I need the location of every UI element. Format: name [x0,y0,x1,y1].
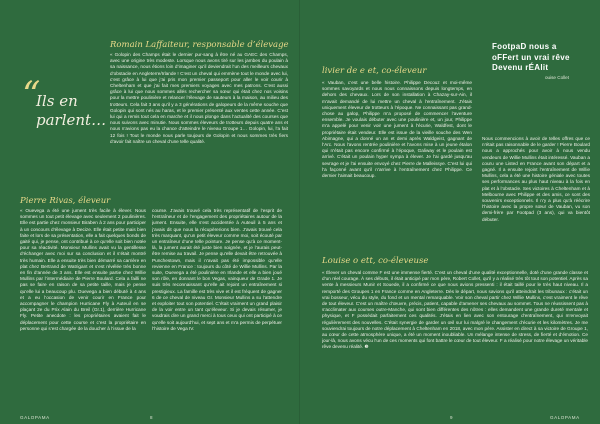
section-title: Ils en parlent… [36,92,107,129]
profile1-heading: Romain Laffaiteur, responsable d’élevage [110,40,289,50]
title-line-3: Devenu rÉAlit [492,63,549,72]
profile3-text-col2: Nous commencions à avoir de telles offres que ce n’était pas raisonnable de le garder ! Pierre Boulard nous a approchés pour avoir à nous vendu vendeurs de Willie Mullins était intéressé. Vauban a couru une Listed en France avant son départ et a gagné. Il a ensuite rejoint l’entraînement de Willie Mullins, cela a été une histoire géniale avec toutes ses performances au plus haut niveau à la fois en plat et à l’obstacle. Ses victoires à Cheltenham et à Melbourne avec Philippe et des amis, ce sont des souvenirs exceptionnels. Il n’y a plus qu’à réécrire l’histoire avec la propre sœur de Vauban, vu son demi-frère par Footpad (3 ans), qui va bientôt débuter. [482,136,590,222]
profile3-heading: livier de e et, co-éleveur [322,66,427,76]
title-line-2: oFFert un vrai rêve [492,52,570,62]
page-number: 9 [450,415,453,420]
profile2-heading: Pierre Rivas, éleveur [20,196,111,206]
profile2-text-col2: course. J’avais trouvé cela très représentatif de l’esprit de l’entraîneur et de l’engagement des propriétaires autour de la jument. Ensuite, elle s’est accidentée à Auteuil à 5 ans et j’avais dit que nous la récupèrerions bien. J’avais trouvé cela très marquant, qu’un petit éleveur comme moi, soit écouté par un entraîneur d’une telle pointure. Je pense qu’à ce moment-là, la jument aurait été juste bien soignée, et je l’aurais peut-être remise au travail. Je pense qu’elle devait être retrouvée à Punchestown, mais il n’avait pas été impossible qu’elle revienne en France : toujours du côté de Willie Mullins. Par la suite, Ouevega a été poulinière en Irlande et elle a bien joué son rôle, en donnant le bon Vegas, vainqueur de Grade 1. Je suis très reconnaissant qu’elle ait rejoint un entraînement si prestigieux. La famille est très vive et il est fréquent de gagner 6 de ce cheval de niveau Gr. Monsieur Mullins a su l’attendre et exploiter tout son potentiel. C’était vraiment un grand plaisir de la voir entre un tant qu’éleveur. Si je devais résumer, je voudrais dire un grand merci à tous ceux qui ont participé à ce qu’elle soit aujourd’hui, et sept ans et m’a permis de perpétuer l’histoire de Vega IV. [152,208,282,331]
page-number: 8 [150,415,153,420]
footer-brand: GALOPAMA [550,415,580,420]
quote-mark: “ [22,75,41,116]
profile4-text: « Élever un cheval comme F est une immense fierté. C’est un cheval d’une qualité exceptionnelle, doté d’une grande classe et d’un réel courage. À ses débuts, il était anticipé par mon père, Robert Collet, qu’il y a réalisé très tôt tout son potentiel. Après sa vente à messieurs Munir et Souede, il a confirmé ce que nous avions pressenti : il était taillé pour le très haut niveau. Il a remporté des Groupes 1 en France comme en Angleterre. Dès le départ, nous savions qu’il atteindrait les tribunaux : c’était un vrai bosseur, vécu du style, du fond et un mental remarquable. Voir son cheval partir chez Willie Mullins, c’est vraiment le rêve de tout éleveur. C’est un maître d’œuvre, précis, patient, capable d’amener ses chevaux au sommet. Tous ne réussissent pas à s’acclimater aux courses outre-Manche, qui sont bien différentes des nôtres : elles demandent une grande dureté mentale et physique, et F possédait parfaitement ces qualités. J’étais en lien avec son entourage d’entraînement, qui m’envoyait régulièrement des nouvelles. C’était synergie de garder un œil sur lui malgré le changement d’écurie et les kilomètres. Je me souviendrai toujours de notre déplacement à Cheltenham en 2018, avec mon père. Assister en direct à sa victoire de Groupe 1, au cœur de cette atmosphère unique, a été un moment inoubliable. Un mélange intense de stress, de fierté et d’émotion. Ce jour-là, nous avons vécu l’un de ces moments qui font battre le cœur de tout éleveur. F a réalisé pour notre élevage un véritable rêve devenu réalité. ❸ [322,270,588,350]
profile2-text-col1: « Ouevega a été une jument très facile à élever. Nous sommes un tout petit élevage avec seulement 2 poulinières. Elle est partie chez monsieur Biraben à 2 ans pour participer à un concours d’élevage à Decize. Elle était petite mais bien faite et lors de sa présentation, elle a fait quelques bonds de gaité qui, je pense, ont contribué à ce qu’elle soit bien notée pour sa réactivité. Monsieur Mullins avait vu la gentillesse d’échanger avec moi sur sa conclusion et il s’était montré très humain. Elle a ensuite très bien démarré sa carrière en plat chez Bertrand de Watrigant et s’est révélée très bonne en fin d’année de 3 ans. Elle est ensuite partie chez Willie Mullins par l’intermédiaire de Pierre Boulard. Cela a failli ne pas se faire en raison de sa petite taille, mais je pense qu’elle lui a beaucoup plu. Ouevega a bien débuté à 4 ans et a eu l’occasion de venir courir en France pour accompagner le champion Hurricane Fly à Auteuil en se plaçant 2e du Prix Alain du Breil (Gr.1), derrière Hurricane Fly. Petite anecdote : les propriétaires avaient fait le déplacement pour cette course et c’est la propriétaire en personne qui s’est chargée de la doucher à l’issue de la [20,208,146,331]
article-title [492,42,592,74]
profile3-text: « Vauban, c’est une belle histoire. Philippe Decouz et moi-même sommes savoyards et nous nous connaissons depuis longtemps, en dehors des chevaux. Lors de son installation à Chazay-sur-Ain, il m’avait demandé de lui mettre un cheval à l’entraînement. J’étais uniquement éleveur de trotteurs à l’époque. Ne connaissant pas grand-chose au galop, Philippe m’a proposé de commencer l’aventure ensemble. Je voulais débuter avec une poulinière et, un jour, Philippe m’a appelé pour venir voir une jument à l’écurie, Waldfest, dont le propriétaire était vendeur. Elle est issue de la vieille souche des Wen Abimagne, qui a donné un an et demi après Waldgeist, gagnant de l’Arc. Nous l’avons rentrée poulinière et l’avons mise à un jeune étalon qui n’était pas encore confirmé à l’époque, Galiway et le poulain est arrivé. C’était un poulain hyper sympa à élever. Je l’ai gardé jusqu’au sevrage et je l’ai ensuite envoyé chez Pierre de Malleissye. C’est lui qui l’a façonné avant qu’il n’arrive à l’entraînement chez Philippe. Ce dernier l’aimait beaucoup. [322,80,472,179]
footer-brand: GALOPAMA [20,415,50,420]
title-line-1: FootpaD nous a [492,42,557,51]
byline: ouise Collet [545,75,570,80]
profile4-heading: Louise o ett, co-éleveuse [322,256,429,266]
profile1-text: « Golopin des Champs était le dernier pur-sang à être né au GAEC des Champs, avec une origine très modeste. Lorsque nous avons tiré sur les jambes du poulain à sa naissance, nous étions loin d’imaginer qu’il deviendrait l’un des meilleurs chevaux d’obstacle en Angleterre/Irlande ! C’est un cheval qui emmène tout le monde avec lui, c’est grâce à lui que j’ai pris mon premier passeport pour aller le voir courir à Cheltenham et que j’ai fait mes premiers voyages avec mes patrons. C’est aussi grâce à lui que nous sommes allés rechercher sa sœur qui était chez nos voisins pour la mettre poulinière et relancer l’élevage de sauteurs à la maison, au milieu des trotteurs. Cela fait 3 ans qu’il y a 3 générations de galopeurs de la même souche que Golopin qui sont nés au haras, et le premier présenté aux ventes cette année. C’est lui qui a remis tout cela en marche et il nous plonge dans l’actualité des courses que nous suivons avec minutie. Nous sommes éleveurs de trotteurs depuis quatre ans et nous n’avions pas eu la chance d’atteindre le niveau Groupe 1… Golopin, lui, l’a fait 12 fois ! Tout le monde nous parle toujours de Golopin et nous sommes très fiers d’avoir fait naître un cheval d’une telle qualité. [110,52,288,144]
